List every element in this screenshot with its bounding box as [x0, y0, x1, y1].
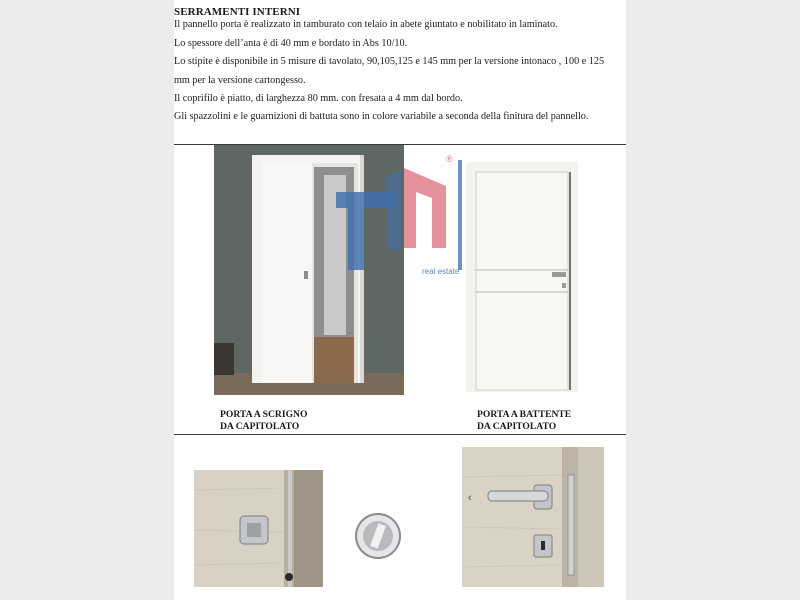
divider-bottom [174, 434, 626, 435]
hinged-door-photo [466, 162, 578, 392]
paragraph-jamb: Lo stipite è disponibile in 5 misure di tavolato, 90,105,125 e 145 mm per la versione intonaco , 100 e 125 [174, 56, 605, 67]
caption-hinged-line1: PORTA A BATTENTE [477, 409, 572, 420]
lever-handle-photo [462, 447, 604, 587]
pocket-handle-photo [194, 470, 323, 587]
paragraph-jamb-cont: mm per la versione cartongesso. [174, 75, 306, 86]
caption-pocket-line1: PORTA A SCRIGNO [220, 409, 308, 420]
caption-hinged-door [477, 409, 571, 433]
paragraph-trim: Il coprifilo è piatto, di larghezza 80 mm. con fresata a 4 mm dal bordo. [174, 93, 463, 104]
flush-pull-photo [354, 512, 402, 560]
paragraph-panel: Il pannello porta è realizzato in tamburato con telaio in abete giuntato e nobilitato in laminato. [174, 19, 558, 30]
section-heading: SERRAMENTI INTERNI [174, 6, 301, 18]
paragraph-thickness: Lo spessore dell’anta è di 40 mm e bordato in Abs 10/10. [174, 38, 408, 49]
caption-pocket-door [220, 409, 307, 433]
svg-text:‹: ‹ [468, 492, 472, 504]
paragraph-seals: Gli spazzolini e le guarnizioni di battuta sono in colore variabile a seconda della finitura del pannello. [174, 111, 589, 122]
registered-mark: ® [446, 154, 453, 164]
watermark-text: real estate [422, 267, 460, 276]
caption-hinged-line2: DA CAPITOLATO [477, 421, 557, 432]
watermark-logo [334, 150, 474, 280]
document-page [174, 0, 626, 600]
caption-pocket-line2: DA CAPITOLATO [220, 421, 300, 432]
